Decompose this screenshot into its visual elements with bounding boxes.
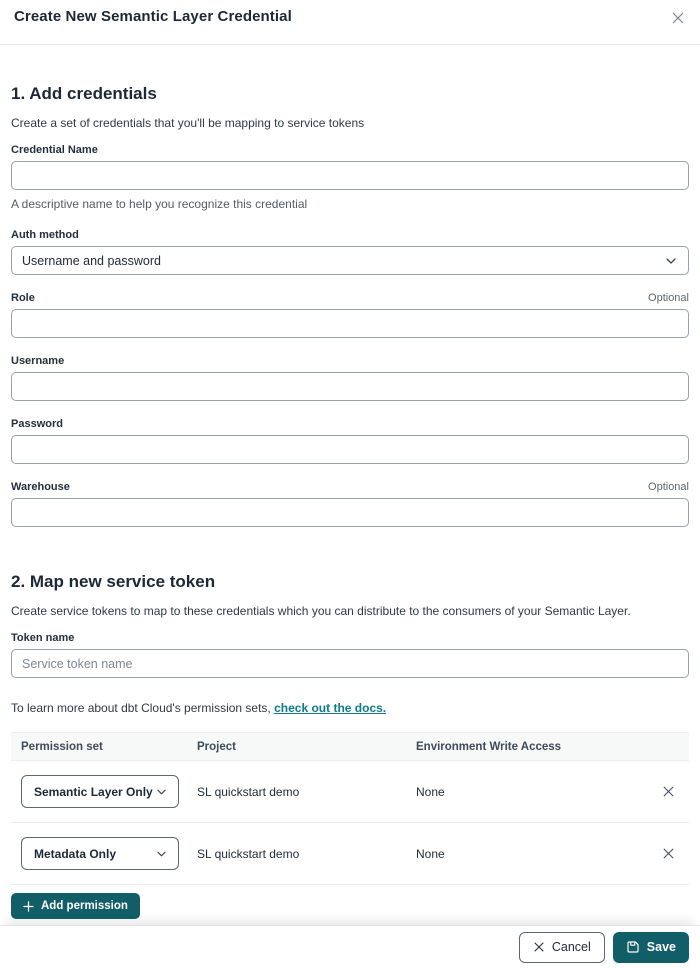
cancel-label: Cancel [551, 940, 591, 954]
section2-description: Create service tokens to map to these credentials which you can distribute to the consumers of your Semantic Layer. [11, 604, 631, 618]
close-button[interactable] [669, 9, 687, 27]
credential-name-label: Credential Name [11, 144, 98, 156]
remove-row-button[interactable] [658, 781, 679, 802]
docs-line [11, 700, 689, 716]
warehouse-field [11, 480, 689, 527]
modal-body [0, 83, 700, 919]
permission-set-select[interactable] [21, 775, 179, 808]
token-name-label: Token name [11, 632, 75, 644]
remove-icon [662, 785, 675, 798]
token-name-input[interactable] [11, 649, 689, 678]
project-cell: SL quickstart demo [197, 846, 300, 861]
credential-name-field [11, 143, 689, 212]
username-field [11, 354, 689, 401]
column-header-permission-set: Permission set [21, 740, 103, 753]
permission-set-value: Semantic Layer Only [34, 784, 153, 799]
role-field [11, 291, 689, 338]
chevron-down-icon [157, 851, 166, 857]
add-permission-button[interactable] [11, 893, 140, 919]
remove-icon [662, 847, 675, 860]
permission-set-select[interactable] [21, 837, 179, 870]
column-header-environment-write-access: Environment Write Access [416, 740, 562, 753]
remove-row-button[interactable] [658, 843, 679, 864]
auth-method-value: Username and password [22, 253, 161, 268]
username-input[interactable] [11, 372, 689, 401]
cancel-x-icon [533, 941, 545, 953]
role-optional-badge: Optional [648, 292, 689, 304]
password-label: Password [11, 418, 63, 430]
role-input[interactable] [11, 309, 689, 338]
cancel-button[interactable] [519, 932, 605, 963]
permission-set-value: Metadata Only [34, 846, 117, 861]
password-field [11, 417, 689, 464]
role-label: Role [11, 292, 35, 304]
environment-write-access-cell: None [416, 784, 445, 799]
username-label: Username [11, 355, 65, 367]
permission-table [11, 732, 689, 885]
modal-footer [0, 925, 700, 968]
chevron-down-icon [157, 789, 166, 795]
modal-header [0, 0, 700, 45]
column-header-project: Project [197, 740, 236, 753]
project-cell: SL quickstart demo [197, 784, 300, 799]
password-input[interactable] [11, 435, 689, 464]
docs-link[interactable]: check out the docs. [274, 701, 387, 715]
save-floppy-icon [626, 940, 640, 954]
credential-name-input[interactable] [11, 161, 689, 190]
save-label: Save [646, 940, 676, 954]
environment-write-access-cell: None [416, 846, 445, 861]
credential-name-helper: A descriptive name to help you recognize this credential [11, 197, 308, 211]
auth-method-select[interactable] [11, 246, 689, 275]
auth-method-label: Auth method [11, 229, 79, 241]
chevron-down-icon [666, 258, 676, 264]
close-icon [671, 11, 685, 25]
warehouse-input[interactable] [11, 498, 689, 527]
warehouse-label: Warehouse [11, 481, 70, 493]
section2-heading: 2. Map new service token [11, 572, 216, 591]
token-name-field [11, 631, 689, 678]
table-row [11, 761, 689, 823]
plus-icon [23, 901, 34, 912]
modal-title: Create New Semantic Layer Credential [14, 8, 292, 25]
add-permission-label: Add permission [41, 900, 128, 912]
save-button[interactable] [613, 932, 689, 963]
section1-description: Create a set of credentials that you'll be mapping to service tokens [11, 116, 365, 130]
permission-table-header [11, 732, 689, 761]
docs-text: To learn more about dbt Cloud's permission sets, [11, 701, 275, 715]
table-row [11, 823, 689, 885]
auth-method-field [11, 228, 689, 275]
warehouse-optional-badge: Optional [648, 481, 689, 493]
section1-heading: 1. Add credentials [11, 84, 157, 103]
